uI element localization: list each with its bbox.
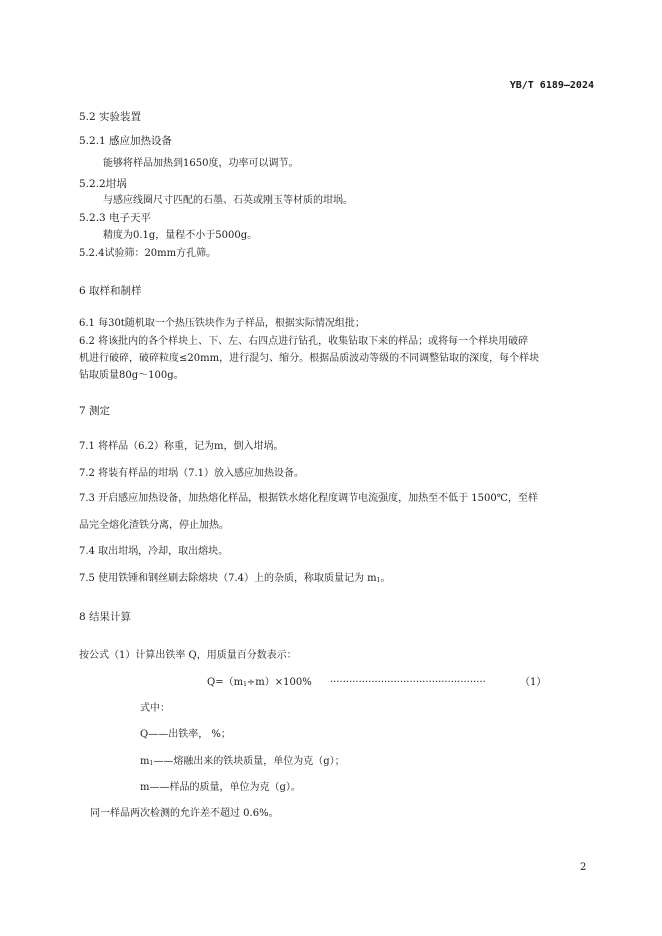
section-5-2-3-text: 精度为0.1g，量程不小于5000g。	[103, 230, 258, 241]
definition-m1: $m_1——$熔融出来的铁块质量，单位为克（g）；	[140, 756, 345, 767]
section-6-heading: 6 取样和制样	[79, 285, 142, 297]
section-8-heading: 8 结果计算	[79, 611, 132, 623]
section-7-heading: 7 测定	[79, 405, 111, 417]
section-6-2-line-2: 机进行破碎，破碎粒度≤20mm，进行混匀、缩分。根据品质波动等级的不同调整钻取的深度，每个样块	[79, 353, 540, 364]
section-7-2-text: 7.2 将装有样品的坩埚（7.1）放入感应加热设备。	[79, 468, 304, 479]
section-5-2-4-text: 5.2.4试验筛：20mm方孔筛。	[79, 248, 217, 259]
where-label: 式中：	[140, 703, 170, 714]
section-7-3-line-1: 7.3 开启感应加热设备，加热熔化样品，根据铁水熔化程度调节电流强度，加热至不低于 1500℃，至样	[79, 493, 538, 504]
formula-number: （1）	[520, 677, 547, 688]
section-5-2-2-heading: 5.2.2坩埚	[79, 178, 127, 190]
section-7-1-text: 7.1 将样品（6.2）称重，记为m，倒入坩埚。	[79, 441, 284, 452]
section-6-2-line-3: 钻取质量80g～100g。	[79, 370, 184, 381]
section-7-5-text: 7.5 使用铁锤和钢丝刷去除熔块（7.4）上的杂质，称取质量记为 $m_1$。	[79, 573, 391, 584]
tolerance-note: 同一样品两次检测的允许差不超过 0.6%。	[90, 808, 279, 819]
page-number: 2	[580, 862, 587, 873]
standard-code: YB/T 6189—2024	[509, 80, 594, 91]
section-8-intro: 按公式（1）计算出铁率 Q，用质量百分数表示：	[79, 650, 297, 661]
section-5-2-heading: 5.2 实验装置	[79, 111, 142, 123]
formula: $Q=(m_1\div m)\times 100\%$	[207, 677, 312, 688]
section-7-3-line-2: 品完全熔化渣铁分离，停止加热。	[79, 520, 229, 531]
definition-q: Q——出铁率， %；	[140, 729, 231, 740]
section-6-1-text: 6.1 每30t随机取一个热压铁块作为子样品，根据实际情况组批；	[79, 318, 365, 329]
section-5-2-3-heading: 5.2.3 电子天平	[79, 212, 152, 224]
section-6-2-line-1: 6.2 将该批内的各个样块上、下、左、右四点进行钻孔，收集钻取下来的样品；或将每一个样块用破碎	[79, 336, 529, 347]
formula-leader-dots: ·················································	[330, 677, 486, 688]
section-7-4-text: 7.4 取出坩埚，冷却，取出熔块。	[79, 546, 229, 557]
section-5-2-1-text: 能够将样品加热到1650度，功率可以调节。	[103, 158, 299, 169]
section-5-2-2-text: 与感应线圈尺寸匹配的石墨、石英或刚玉等材质的坩埚。	[103, 195, 353, 206]
definition-m: m——样品的质量，单位为克（g）。	[140, 782, 301, 793]
section-5-2-1-heading: 5.2.1 感应加热设备	[79, 135, 173, 147]
